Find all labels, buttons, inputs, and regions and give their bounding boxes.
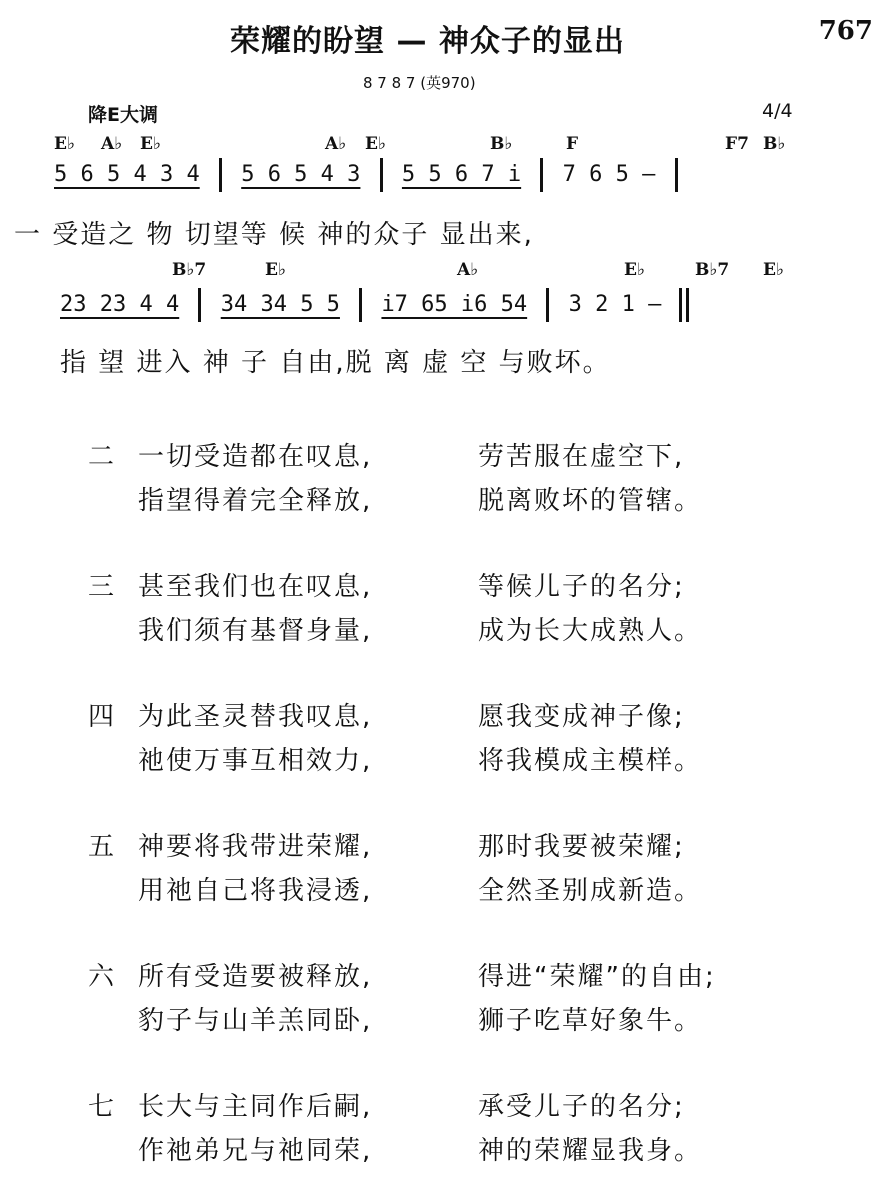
chord: F [566,134,579,154]
verse-line: 神要将我带进荣耀, [138,832,373,862]
verse-line: 甚至我们也在叹息, [138,572,373,602]
verse-line: 全然圣别成新造。 [478,876,703,906]
verse-line: 指望得着完全释放, [138,486,373,516]
verse-line: 我们须有基督身量, [138,616,373,646]
chord: E♭ [624,260,645,280]
measure: 5 5 6 7 i [401,162,522,187]
verse-line: 豹子与山羊羔同卧, [138,1006,373,1036]
verse-line: 得进“荣耀”的自由; [478,962,716,992]
verse-line: 作祂弟兄与祂同荣, [138,1136,373,1166]
chord: E♭ [140,134,161,154]
chord: A♭ [457,260,479,280]
measure: i7 65 i6 54 [381,292,528,317]
verse-line: 承受儿子的名分; [478,1092,685,1122]
chord: B♭ [763,134,786,154]
chord: E♭ [265,260,286,280]
measure: 7 6 5 — [562,162,656,187]
verse-line: 祂使万事互相效力, [138,746,373,776]
notation-line-2 [60,288,682,322]
verse-line: 神的荣耀显我身。 [478,1136,703,1166]
chord: E♭ [763,260,784,280]
lyrics-line-1: 一 受造之 物 切望等 候 神的众子 显出来, [14,220,534,250]
measure: 34 34 5 5 [220,292,340,317]
verse-line: 那时我要被荣耀; [478,832,685,862]
key-signature: 降E大调 [88,104,158,126]
measure: 5 6 5 4 3 [241,162,361,187]
verse-line: 愿我变成神子像; [478,702,685,732]
chord: B♭7 [695,260,730,280]
verse-number: 五 [88,832,115,862]
verse-line: 将我模成主模样。 [478,746,703,776]
verse-line: 为此圣灵替我叹息, [138,702,373,732]
time-signature: 4/4 [762,100,793,122]
measure: 3 2 1 — [568,292,662,317]
verse-line: 长大与主同作后嗣, [138,1092,373,1122]
chord: A♭ [325,134,347,154]
verse-line: 劳苦服在虚空下, [478,442,685,472]
lyrics-line-2: 指 望 进入 神 子 自由,脱 离 虚 空 与败坏。 [60,348,611,378]
verse-line: 等候儿子的名分; [478,572,685,602]
verse-line: 成为长大成熟人。 [478,616,703,646]
verse-number: 六 [88,962,115,992]
chord: B♭ [490,134,513,154]
chord: A♭ [101,134,123,154]
verse-line: 所有受造要被释放, [138,962,373,992]
verse-number: 三 [88,572,115,602]
meter: 8 7 8 7 (英970) [363,74,476,92]
measure: 5 6 5 4 3 4 [54,162,200,187]
chord: E♭ [54,134,75,154]
chord: F7 [725,134,749,154]
verse-number: 四 [88,702,115,732]
verse-number: 七 [88,1092,115,1122]
notation-line-1 [54,158,684,192]
chord: B♭7 [172,260,207,280]
verse-line: 狮子吃草好象牛。 [478,1006,703,1036]
verse-line: 用祂自己将我浸透, [138,876,373,906]
hymn-number: 767 [818,16,873,46]
verse-line: 一切受造都在叹息, [138,442,373,472]
verse-line: 脱离败坏的管辖。 [478,486,703,516]
measure: 23 23 4 4 [60,292,180,317]
chord: E♭ [365,134,386,154]
verse-number: 二 [88,442,115,472]
hymn-title: 荣耀的盼望 — 神众子的显出 [230,24,625,59]
